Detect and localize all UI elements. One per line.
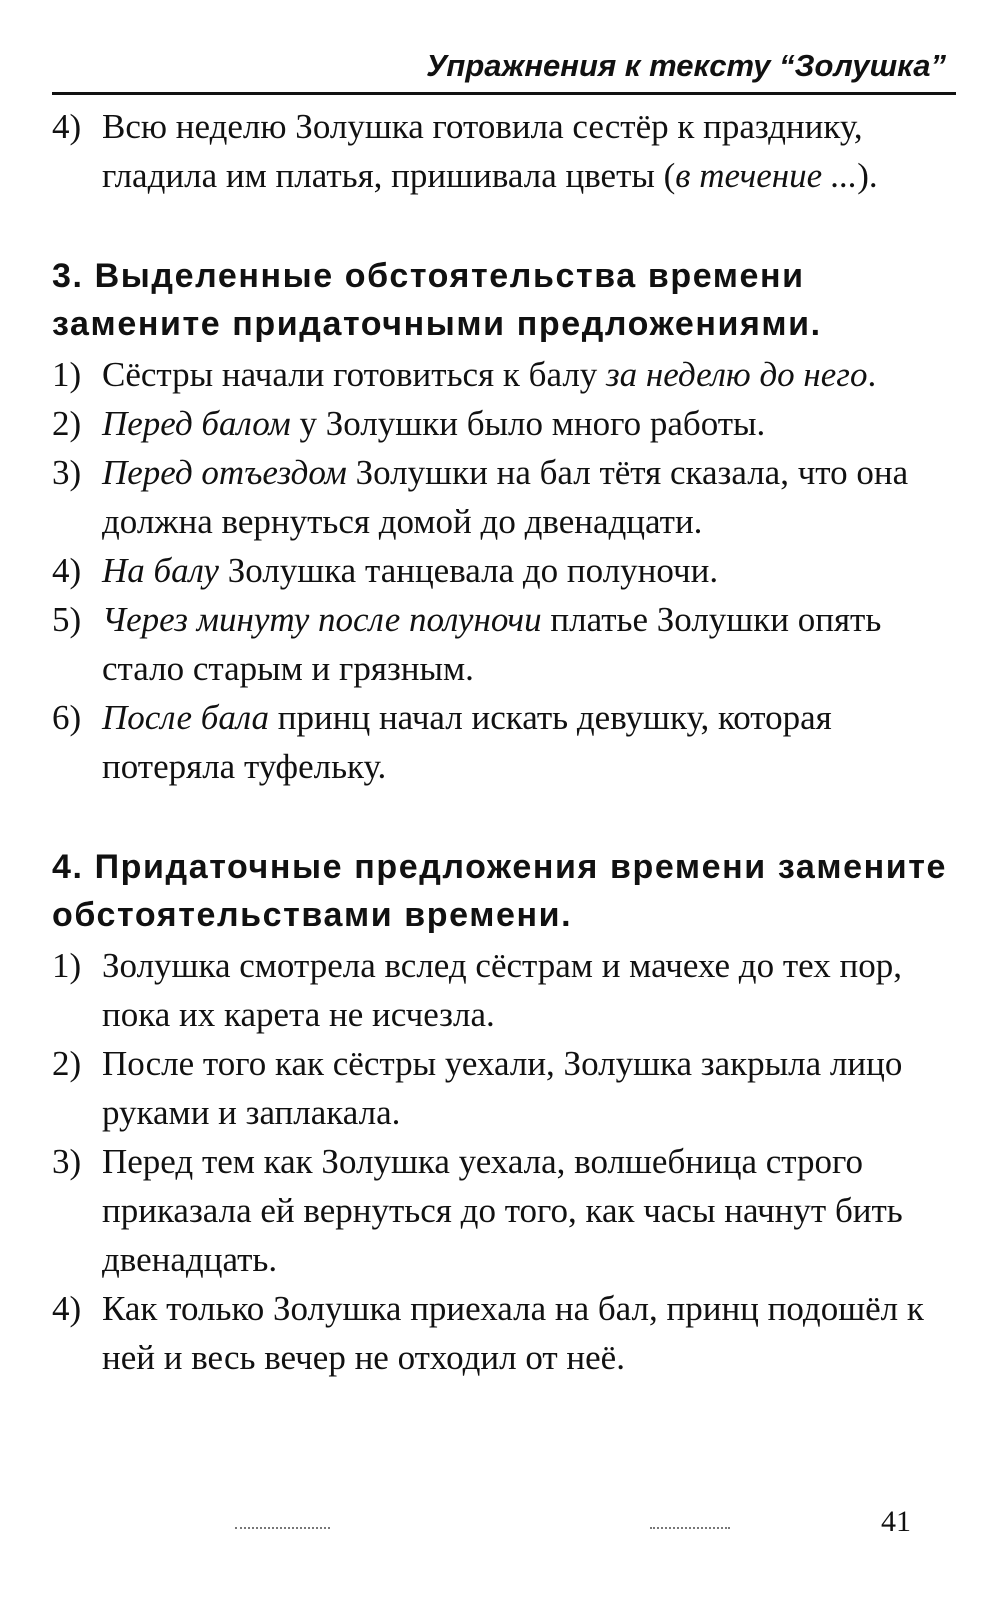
item-number: 2) (52, 1044, 82, 1083)
page-content (52, 102, 956, 1382)
item-emphasis: После бала (102, 698, 270, 737)
item-number: 4) (52, 107, 82, 146)
item-emphasis: Через минуту после полуночи (102, 600, 542, 639)
list-item (52, 102, 956, 200)
scan-artifact-right (650, 1527, 730, 1531)
item-emphasis: На балу (102, 551, 219, 590)
item-emphasis: Перед отъездом (102, 453, 347, 492)
page-number: 41 (881, 1505, 911, 1538)
item-tail: ). (857, 156, 878, 195)
item-number: 5) (52, 600, 82, 639)
item-number: 3) (52, 453, 82, 492)
item-number: 1) (52, 946, 82, 985)
item-lead: Сёстры начали готовиться к балу (102, 355, 607, 394)
list-item (52, 1039, 956, 1137)
exercise-3 (52, 252, 956, 791)
list-item (52, 448, 956, 546)
item-number: 4) (52, 551, 82, 590)
item-rest: платье Золушки опять стало старым и грязным. (102, 600, 882, 688)
item-number: 2) (52, 404, 82, 443)
exercise-4-title: 4. Придаточные предложения времени замените обстоятельствами времени. (52, 848, 948, 934)
item-text: Всю неделю Золушка готовила сестёр к празднику, гладила им платья, пришивала цветы ( (102, 107, 863, 195)
list-item (52, 693, 956, 791)
item-rest: принц начал искать девушку, которая потеряла туфельку. (102, 698, 832, 786)
item-text: Перед тем как Золушка уехала, волшебница строго приказала ей вернуться до того, как часы начнут бить двенадцать. (102, 1142, 903, 1279)
list-item (52, 350, 956, 399)
item-number: 6) (52, 698, 82, 737)
item-number: 4) (52, 1289, 82, 1328)
list-item (52, 399, 956, 448)
list-item (52, 1137, 956, 1284)
item-text: После того как сёстры уехали, Золушка закрыла лицо руками и заплакала. (102, 1044, 903, 1132)
exercise-4 (52, 843, 956, 1382)
item-text: Как только Золушка приехала на бал, принц подошёл к ней и весь вечер не отходил от неё. (102, 1289, 924, 1377)
list-item (52, 941, 956, 1039)
item-number: 1) (52, 355, 82, 394)
item-emphasis: Перед балом (102, 404, 291, 443)
list-item (52, 1284, 956, 1382)
item-text: Золушка смотрела вслед сёстрам и мачехе до тех пор, пока их карета не исчезла. (102, 946, 902, 1034)
item-emphasis: за неделю до него (606, 355, 868, 394)
list-item (52, 595, 956, 693)
item-number: 3) (52, 1142, 82, 1181)
item-rest: Золушки на бал тётя сказала, что она должна вернуться домой до двенадцати. (102, 453, 909, 541)
exercise-3-title: 3. Выделенные обстоятельства времени замените придаточными предложениями. (52, 257, 822, 343)
item-emphasis: в течение ... (675, 156, 858, 195)
item-rest: . (867, 355, 877, 394)
list-item (52, 546, 956, 595)
item-rest: у Золушки было много работы. (290, 404, 766, 443)
scan-artifact-left (235, 1527, 330, 1531)
running-header-title: Упражнения к тексту “Золушка” (426, 48, 946, 83)
running-header (52, 44, 956, 95)
item-rest: Золушка танцевала до полуночи. (218, 551, 719, 590)
